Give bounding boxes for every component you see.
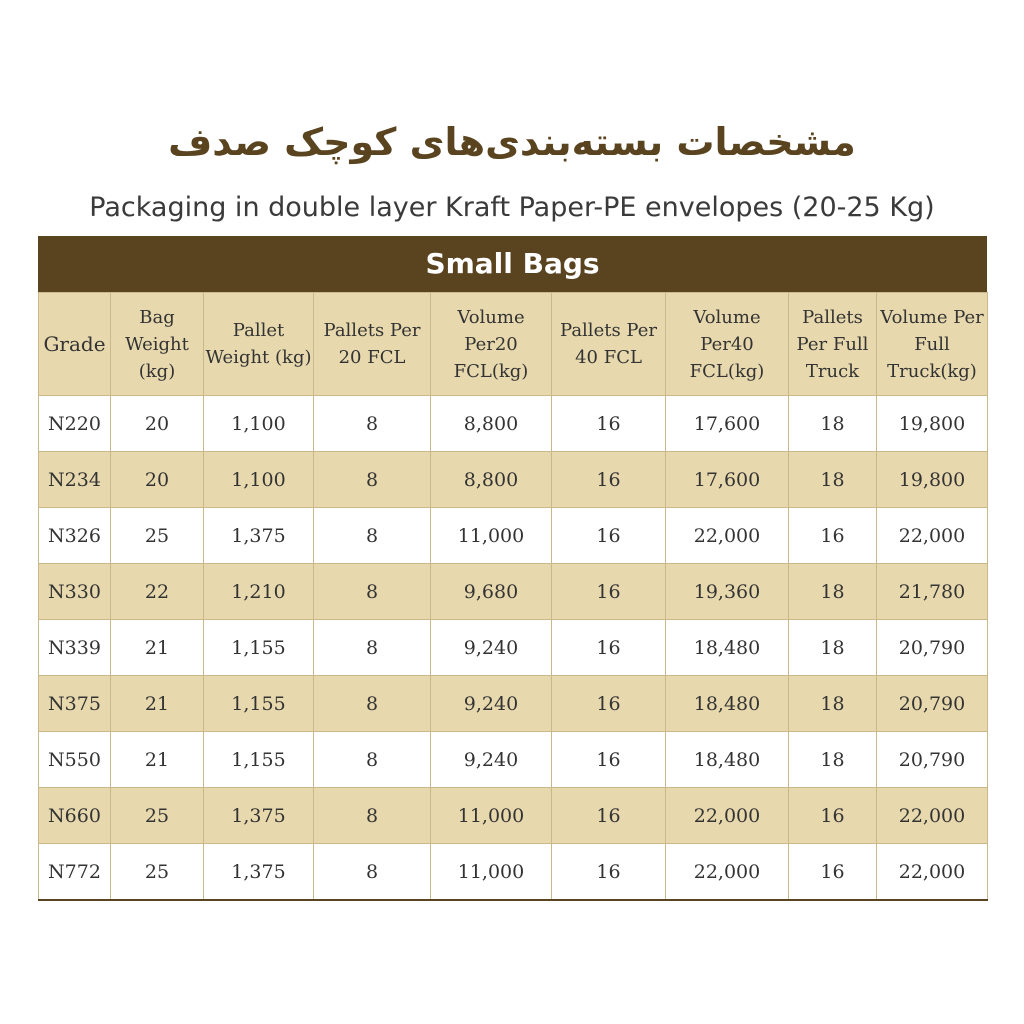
table-cell: 8 (314, 508, 431, 564)
table-cell: 16 (789, 508, 877, 564)
table-banner-title: Small Bags (38, 236, 987, 292)
table-cell: 9,240 (431, 676, 552, 732)
table-cell: 1,100 (204, 396, 314, 452)
table-cell: 18 (789, 620, 877, 676)
page-title-persian: مشخصات بسته‌بندی‌های کوچک صدف (168, 120, 856, 164)
table-cell: 16 (789, 844, 877, 901)
table-cell: 16 (552, 452, 666, 508)
table-cell: 11,000 (431, 508, 552, 564)
table-cell: 1,210 (204, 564, 314, 620)
table-cell: 1,375 (204, 844, 314, 901)
table-cell: 8,800 (431, 396, 552, 452)
table-cell: 11,000 (431, 788, 552, 844)
page-subtitle: Packaging in double layer Kraft Paper-PE envelopes (20-25 Kg) (89, 192, 935, 223)
table-cell: 16 (789, 788, 877, 844)
table-cell: 1,155 (204, 620, 314, 676)
table-cell: 20,790 (877, 732, 988, 788)
table-cell: 8 (314, 564, 431, 620)
column-header-text: Pallet Weight (kg) (205, 320, 312, 368)
table-cell: 9,240 (431, 732, 552, 788)
table-row (39, 396, 988, 452)
table-cell: 22,000 (877, 844, 988, 901)
table-cell: 8 (314, 676, 431, 732)
grade-cell: N772 (39, 844, 111, 901)
table-cell: 21 (111, 676, 204, 732)
table-cell: 1,375 (204, 788, 314, 844)
column-header: Grade (39, 293, 111, 396)
table-cell: 22,000 (877, 788, 988, 844)
table-row (39, 788, 988, 844)
packaging-table (38, 292, 988, 901)
packaging-table-container (38, 236, 987, 901)
table-cell: 16 (552, 676, 666, 732)
table-cell: 18 (789, 564, 877, 620)
table-body (39, 396, 988, 901)
table-cell: 17,600 (666, 396, 789, 452)
table-cell: 21,780 (877, 564, 988, 620)
table-cell: 20,790 (877, 676, 988, 732)
table-cell: 16 (552, 564, 666, 620)
table-cell: 16 (552, 620, 666, 676)
table-cell: 8 (314, 452, 431, 508)
grade-cell: N326 (39, 508, 111, 564)
table-cell: 8 (314, 620, 431, 676)
table-cell: 19,800 (877, 452, 988, 508)
table-cell: 8 (314, 732, 431, 788)
table-cell: 9,680 (431, 564, 552, 620)
table-cell: 16 (552, 508, 666, 564)
column-header-text: Volume Per40 FCL(kg) (689, 306, 765, 382)
table-cell: 1,100 (204, 452, 314, 508)
table-cell: 20 (111, 396, 204, 452)
table-cell: 16 (552, 396, 666, 452)
table-cell: 22,000 (666, 508, 789, 564)
column-header (204, 293, 314, 396)
table-cell: 22,000 (666, 844, 789, 901)
table-cell: 16 (552, 732, 666, 788)
column-header-text: Pallets Per Full Truck (796, 306, 869, 382)
table-cell: 11,000 (431, 844, 552, 901)
table-cell: 8,800 (431, 452, 552, 508)
table-row (39, 844, 988, 901)
column-header (111, 293, 204, 396)
table-cell: 21 (111, 620, 204, 676)
grade-cell: N339 (39, 620, 111, 676)
grade-cell: N550 (39, 732, 111, 788)
table-header-row (39, 293, 988, 396)
table-cell: 16 (552, 844, 666, 901)
table-cell: 8 (314, 788, 431, 844)
column-header (314, 293, 431, 396)
column-header-text: Volume Per20 FCL(kg) (453, 306, 529, 382)
grade-cell: N220 (39, 396, 111, 452)
table-cell: 18 (789, 396, 877, 452)
table-cell: 22 (111, 564, 204, 620)
grade-cell: N660 (39, 788, 111, 844)
grade-cell: N375 (39, 676, 111, 732)
table-cell: 1,155 (204, 732, 314, 788)
table-cell: 18 (789, 676, 877, 732)
column-header-text: Bag Weight (kg) (125, 306, 189, 382)
table-cell: 20 (111, 452, 204, 508)
table-cell: 19,800 (877, 396, 988, 452)
table-cell: 25 (111, 508, 204, 564)
table-cell: 16 (552, 788, 666, 844)
table-cell: 1,155 (204, 676, 314, 732)
table-cell: 8 (314, 844, 431, 901)
table-row (39, 676, 988, 732)
table-cell: 17,600 (666, 452, 789, 508)
table-cell: 18 (789, 732, 877, 788)
table-cell: 21 (111, 732, 204, 788)
table-cell: 18,480 (666, 732, 789, 788)
column-header (789, 293, 877, 396)
table-cell: 8 (314, 396, 431, 452)
table-row (39, 620, 988, 676)
table-cell: 18,480 (666, 676, 789, 732)
table-row (39, 508, 988, 564)
table-cell: 22,000 (666, 788, 789, 844)
column-header (431, 293, 552, 396)
column-header (552, 293, 666, 396)
table-cell: 18,480 (666, 620, 789, 676)
grade-cell: N234 (39, 452, 111, 508)
column-header-text: Pallets Per 40 FCL (560, 320, 657, 368)
table-cell: 25 (111, 844, 204, 901)
grade-cell: N330 (39, 564, 111, 620)
table-row (39, 732, 988, 788)
column-header-text: Volume Per Full Truck(kg) (880, 306, 984, 382)
column-header (666, 293, 789, 396)
table-cell: 9,240 (431, 620, 552, 676)
table-cell: 19,360 (666, 564, 789, 620)
table-cell: 25 (111, 788, 204, 844)
table-row (39, 452, 988, 508)
table-cell: 1,375 (204, 508, 314, 564)
table-cell: 20,790 (877, 620, 988, 676)
column-header (877, 293, 988, 396)
column-header-text: Pallets Per 20 FCL (323, 320, 421, 368)
table-cell: 18 (789, 452, 877, 508)
table-row (39, 564, 988, 620)
table-cell: 22,000 (877, 508, 988, 564)
